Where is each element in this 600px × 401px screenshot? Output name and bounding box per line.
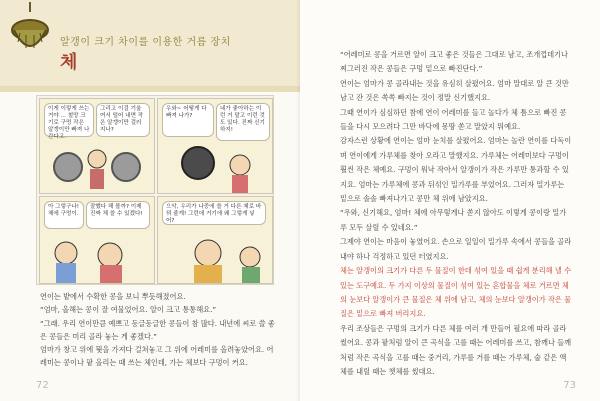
speech-bubble: 잘했다 해 볼까? 이제 진짜 체 쓸 수 있겠다! [86, 201, 150, 229]
paragraph: “어레미로 콩을 거르면 알이 크고 좋은 것들은 그대로 남고, 조개껍데기나 찌그러진 작은 콩들은 구멍 밑으로 빠진단다.” [340, 50, 568, 74]
left-page-body [40, 290, 280, 370]
paragraph: 그때 연이가 심심하던 참에 연이 어레미를 들고 놀다가 체 틈으로 빠진 콩들을 다시 모으려다 그만 바닥에 몽땅 쏟고 말았지 뭐예요. [340, 107, 567, 132]
paragraph: “엄마, 올해는 콩이 잘 여물었어요. 알이 크고 통통해요.” [40, 305, 217, 315]
hanging-sieve-icon [6, 2, 54, 72]
speech-bubble: 네가 좋아하는 이런 거 말고 이런 것도 있다. 진짜 신기하지! [216, 103, 270, 141]
comic-panel-3 [39, 196, 155, 284]
paragraph: “우와, 신기해요, 엄마! 체에 아무렇게나 쏟지 않아도 이렇게 콩이랑 밀가루 모두 살릴 수 있네요.” [340, 208, 567, 232]
paragraph: 엄마가 창고 위에 뭣을 가져다 걸쳐놓고 그 위에 어레미를 올려놓았어요. 어레미는 콩이나 팥 올리는 때 쓰는 체인데, 가는 체보다 구멍이 커요. [40, 345, 274, 368]
highlight-paragraph: 체는 알갱이의 크기가 다른 두 물질이 한데 섞여 있을 때 쉽게 분리해 낼 수 있는 도구예요. 두 가지 이상의 물질이 섞여 있는 혼합물을 체로 거르면 체의 눈보다 알갱이가 큰 물질은 체 위에 남고, 체의 눈보다 알갱이가 작은 물질은 밑으로 빠져 버리지요. [340, 266, 572, 319]
paragraph: 연이는 엄마가 콩 골라내는 것을 유심히 살폈어요. 엄마 말대로 알 큰 것만 남고 잔 것은 쏙쏙 빠지는 것이 정말 신기했지요. [340, 78, 569, 103]
paragraph: “그래. 우리 연이만큼 예쁘고 동글동글한 콩들이 참 많다. 내년에 씨로 쓸 좋은 콩들은 미리 골라 놓는 게 좋겠다.” [40, 318, 275, 341]
speech-bubble: 으악, 우리가 나중에 쓸 거 다른 체로 바꿔 줄게! 그런데 거기에 왜 그렇게 넣어? [162, 201, 266, 225]
paragraph: 연이는 밭에서 수확한 콩을 보니 뿌듯해졌어요. [40, 292, 186, 301]
speech-bubble: 이게 이렇게 쓰는 거야 ... 철망 크기로 구멍 작은 알갱이만 빠져 나간다고. [44, 103, 94, 137]
speech-bubble: 아 그렇구나! 체에 구멍이. [44, 201, 84, 229]
comic-panel-1 [39, 98, 155, 194]
chapter-title: 체 [60, 52, 78, 73]
page-number-left: 72 [36, 380, 49, 391]
page-number-right: 73 [563, 380, 576, 391]
paragraph: 감자스런 상황에 연이는 엄마 눈치를 살폈어요. 엄마는 놀란 연이를 다독이며 연이에게 가루체를 찾아 오라고 말했지요. 가루체는 어레미보다 구멍이 훨씬 작은 체예요. 구멍이 워낙 작아서 알갱이가 작은 가루만 통과할 수 있지요. 엄마는 가루체에 콩과 뒤섞인 밀가루를 부었어요. 그러자 밀가루는 밑으로 솔솔 빠져나가고 콩만 체 위에 남았지요. [340, 136, 572, 204]
speech-bubble: 그리고 이걸 기울여서 털어 내면 작은 알갱이만 걸러 지나? [96, 103, 150, 137]
paragraph: 우리 조상들은 구멍의 크기가 다른 체를 여러 개 만들어 필요에 따라 골라 썼어요. 콩과 팥처럼 알이 큰 곡식을 고를 때는 어레미를 쓰고, 참깨나 들깨처럼 작은 곡식을 고를 때는 중거리, 가루를 거를 때는 가루체, 술 같은 액체를 내릴 때는 쳇체를 썼대요. [340, 323, 572, 376]
right-page-body [340, 48, 572, 379]
chapter-subtitle: 알갱이 크기 차이를 이용한 거름 장치 [60, 37, 231, 48]
speech-bubble: 우와~ 어떻게 다 빠져 나가? [162, 103, 214, 137]
comic-panel-4 [157, 196, 273, 284]
comic-strip [36, 95, 274, 285]
comic-panel-2 [157, 98, 273, 194]
paragraph: 그제야 연이는 마음이 놓였어요. 손으로 일일이 밀가루 속에서 콩들을 골라내야 하나 걱정하고 있던 터였지요. [340, 237, 572, 261]
